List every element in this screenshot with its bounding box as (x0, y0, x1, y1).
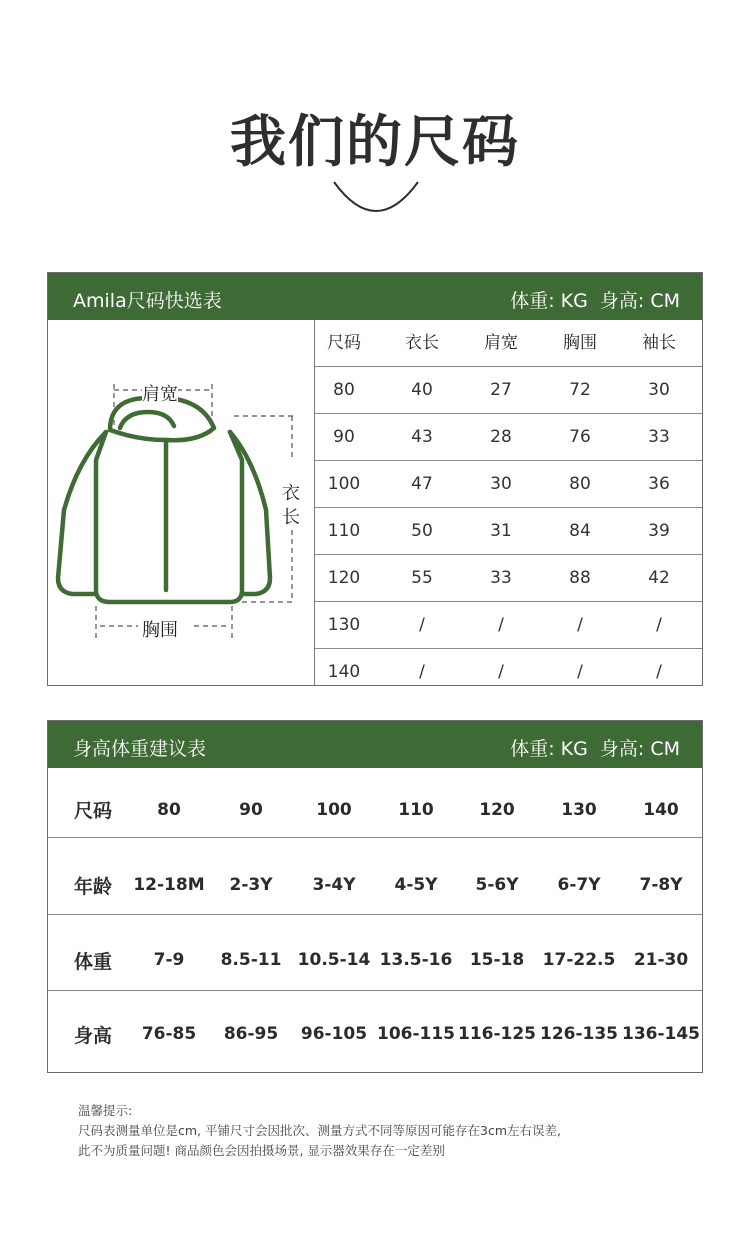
note-title: 温馨提示: (78, 1103, 133, 1118)
cell-sleeve: 30 (648, 380, 670, 400)
table-row (315, 649, 702, 696)
jacket-diagram (48, 320, 315, 685)
row-label-weight: 体重 (74, 951, 113, 973)
row-label-age: 年龄 (74, 876, 113, 898)
table-row (48, 991, 702, 1072)
col-sleeve: 袖长 (642, 333, 676, 353)
cell-value: 80 (157, 800, 181, 820)
cell-value: 21-30 (633, 950, 689, 970)
cell-chest: 76 (569, 427, 591, 447)
cell-value: 126-135 (539, 1024, 619, 1044)
size-quick-table (47, 272, 703, 686)
col-length: 衣长 (405, 333, 439, 353)
cell-length: 47 (411, 474, 433, 494)
cell-value: 140 (643, 800, 679, 820)
note-line: 尺码表测量单位是cm, 平铺尺寸会因批次、测量方式不同等原因可能存在3cm左右误差, (78, 1123, 561, 1138)
cell-size: 140 (327, 662, 361, 682)
cell-length: / (419, 662, 425, 682)
height-weight-table (47, 720, 703, 1073)
length-label: 衣长 (282, 483, 300, 528)
table-row (315, 414, 702, 461)
table-row (315, 555, 702, 602)
cell-chest: / (577, 615, 583, 635)
cell-value: 106-115 (376, 1024, 456, 1044)
col-size: 尺码 (327, 333, 361, 353)
table-row (315, 367, 702, 414)
cell-length: 55 (411, 568, 433, 588)
suggest-table-heading: 身高体重建议表 (73, 738, 207, 760)
cell-value: 100 (316, 800, 352, 820)
cell-value: 4-5Y (394, 875, 438, 895)
suggest-table-units: 体重: KG 身高: CM (510, 738, 680, 760)
cell-shoulder: 33 (490, 568, 512, 588)
table-row (315, 508, 702, 555)
cell-size: 130 (327, 615, 361, 635)
cell-chest: 80 (569, 474, 591, 494)
cell-value: 90 (239, 800, 263, 820)
table-row (48, 838, 702, 915)
cell-value: 7-9 (153, 950, 185, 970)
row-label-size: 尺码 (74, 800, 113, 822)
table-row (48, 915, 702, 991)
cell-sleeve: / (656, 615, 662, 635)
cell-value: 76-85 (141, 1024, 197, 1044)
row-label-height: 身高 (74, 1025, 113, 1047)
cell-sleeve: 36 (648, 474, 670, 494)
cell-value: 5-6Y (475, 875, 519, 895)
cell-sleeve: 39 (648, 521, 670, 541)
jacket-illustration (48, 320, 314, 685)
cell-sleeve: 33 (648, 427, 670, 447)
cell-shoulder: 31 (490, 521, 512, 541)
table-row (315, 602, 702, 649)
chest-label: 胸围 (142, 616, 178, 642)
cell-value: 136-145 (621, 1024, 701, 1044)
cell-value: 110 (398, 800, 434, 820)
suggest-grid (48, 768, 702, 1072)
cell-value: 2-3Y (229, 875, 273, 895)
suggest-table-header (48, 721, 702, 768)
cell-length: 43 (411, 427, 433, 447)
cell-chest: 72 (569, 380, 591, 400)
table-row (315, 461, 702, 508)
note-line: 此不为质量问题! 商品颜色会因拍摄场景, 显示器效果存在一定差别 (78, 1143, 445, 1158)
cell-value: 116-125 (457, 1024, 537, 1044)
cell-value: 120 (479, 800, 515, 820)
cell-length: 40 (411, 380, 433, 400)
page-title: 我们的尺码 (230, 110, 520, 175)
col-shoulder: 肩宽 (484, 333, 518, 353)
cell-size: 90 (333, 427, 355, 447)
cell-value: 86-95 (223, 1024, 279, 1044)
cell-value: 17-22.5 (542, 950, 616, 970)
quick-table-header-row (315, 320, 702, 367)
cell-value: 6-7Y (557, 875, 601, 895)
cell-value: 15-18 (469, 950, 525, 970)
cell-value: 7-8Y (639, 875, 683, 895)
cell-size: 110 (327, 521, 361, 541)
quick-table-header (48, 273, 702, 320)
cell-size: 120 (327, 568, 361, 588)
shoulder-label: 肩宽 (142, 380, 178, 406)
cell-chest: / (577, 662, 583, 682)
cell-value: 12-18M (133, 875, 205, 895)
cell-shoulder: 30 (490, 474, 512, 494)
cell-chest: 84 (569, 521, 591, 541)
cell-shoulder: / (498, 615, 504, 635)
cell-size: 80 (333, 380, 355, 400)
table-row (48, 768, 702, 838)
cell-shoulder: 27 (490, 380, 512, 400)
cell-length: / (419, 615, 425, 635)
cell-value: 3-4Y (312, 875, 356, 895)
cell-shoulder: / (498, 662, 504, 682)
cell-value: 13.5-16 (379, 950, 453, 970)
cell-value: 8.5-11 (220, 950, 282, 970)
cell-length: 50 (411, 521, 433, 541)
cell-sleeve: / (656, 662, 662, 682)
cell-sleeve: 42 (648, 568, 670, 588)
quick-table-heading: Amila尺码快选表 (73, 290, 222, 312)
col-chest: 胸围 (563, 333, 597, 353)
quick-table-units: 体重: KG 身高: CM (510, 290, 680, 312)
title-arc-decoration (332, 178, 420, 218)
cell-value: 96-105 (300, 1024, 368, 1044)
cell-size: 100 (327, 474, 361, 494)
cell-shoulder: 28 (490, 427, 512, 447)
quick-size-grid (315, 320, 702, 696)
size-disclaimer (78, 1101, 561, 1161)
cell-value: 130 (561, 800, 597, 820)
cell-chest: 88 (569, 568, 591, 588)
cell-value: 10.5-14 (297, 950, 371, 970)
